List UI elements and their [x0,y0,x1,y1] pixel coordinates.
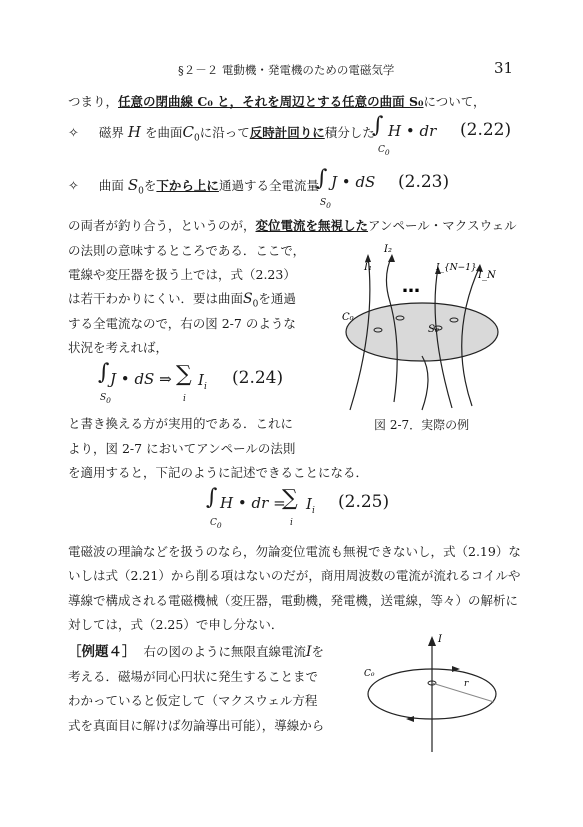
label-i2: I₂ [384,244,392,255]
example-line4: 式を真面目に解けば勿論導出可能），導線から [68,718,325,733]
figure-line-current [360,628,510,758]
integral-limit-s0: $S_0$ [320,198,331,210]
line-current-arrowhead [428,636,436,646]
bullet1-text-d: 積分した [324,125,375,140]
para2-line3: 導線で構成される電磁機械（変圧器，電動機，発電機，送電線，等々）の解析に [68,593,519,608]
arrowhead-1 [365,254,371,262]
sum-index: i [183,394,186,404]
para2-line1: 電磁波の理論などを扱うのなら，勿論変位電流も無視できないし，式（2.19）な [68,544,521,559]
equation-number-224: (2.24) [232,368,284,388]
symbol-h-vector: H [127,123,141,141]
label-in-1: I_{N−1} [436,263,477,273]
para1-line5: する全電流なので，右の図 2-7 のような [68,316,296,331]
label-c0-fig2: C₀ [364,669,375,679]
example-line1: ［例題４］ 右の図のように無限直線電流Iを [68,644,325,660]
sum-sign-2: ∑ [282,486,298,511]
example-title: ［例題４］ [68,644,136,660]
para1-line7: と書き換える方が実用的である．これに [68,416,294,431]
label-s0: S₀ [428,324,439,335]
symbol-s0: S [127,176,139,194]
integral-limit-s0-2: $S_0$ [100,393,111,405]
symbol-c0: C [182,123,194,141]
bullet-marker: ✧ [68,179,79,194]
symbol-s0-sub: 0 [138,186,144,197]
symbol-ii-2: $I_i$ [306,495,315,516]
label-in: I_N [478,270,496,281]
eq224-body: J • dS ⇒ [110,370,172,388]
integral-limit-c0-2: $C_0$ [210,518,222,530]
bullet1-text-a: 磁界 [98,125,124,140]
symbol-ii: $I_i$ [198,371,207,392]
figure-caption: 図 2-7．実際の例 [374,418,470,432]
bullet1-text-c: に沿って [199,125,250,140]
para1-line3: 電線や変圧器を扱う上では，式（2.23） [68,267,296,282]
bullet2-text-a: 曲面 [98,178,124,193]
label-dots: … [402,276,420,297]
integral-sign: ∫ [372,113,384,138]
bullet1-text-b: を曲面 [144,125,183,140]
integral-sign-3: ∫ [98,360,110,385]
para1-line8: より，図 2-7 においてアンペールの法則 [68,441,296,456]
example-line3: わかっていると仮定して（マクスウェル方程 [68,693,318,708]
bullet-marker: ✧ [68,126,79,141]
bullet2-underlined: 下から上に [156,178,219,193]
equation-number-222: (2.22) [460,120,512,140]
eq225-body: H • dr = [220,494,286,512]
integral-limit-c0: $C_0$ [378,145,390,157]
eq222-body: H • dr [388,122,437,140]
sum-sign: ∑ [176,362,192,387]
intro-line [68,94,486,110]
para1-line2: の法則の意味するところである．ここで， [68,243,306,258]
equation-number-225: (2.25) [338,492,390,512]
label-i: I [438,634,442,645]
integral-sign-4: ∫ [206,485,218,510]
eq223-body: J • dS [331,173,376,191]
arrowhead-2 [388,254,395,262]
label-i1: I₁ [364,262,372,273]
intro-tail: について， [423,94,486,109]
current-line-extra [422,356,428,410]
para2-line4: 対しては，式（2.25）で申し分ない． [68,617,284,632]
para1-line6: 状況を考えれば， [68,340,169,355]
running-title: §２－２ 電動機・発電機のための電磁気学 [178,63,395,77]
para1-line4: は若干わかりにくい．要は曲面$S_0$を通過 [68,291,296,310]
label-r: r [464,679,469,689]
equation-number-223: (2.23) [398,172,450,192]
figure-2-7 [330,236,510,416]
intro-underlined: 任意の閉曲線 C₀ と，それを周辺とする任意の曲面 S₀ [118,94,424,109]
example-line2: 考える．磁場が同心円状に発生することまで [68,669,319,684]
para2-line2: いしは式（2.21）から削る項はないのだが，商用周波数の電流が流れるコイルや [68,568,521,583]
bullet1-underlined: 反時計回りに [249,125,325,140]
sum-index-2: i [290,518,293,528]
bullet-item-2 [68,177,319,200]
bullet-item-1 [68,124,375,147]
bullet2-text-b: を [143,178,157,193]
para1-line9: を適用すると，下記のように記述できることになる． [68,465,369,480]
symbol-c0-sub: 0 [193,133,200,144]
para1-line1: の両者が釣り合う，というのが，変位電流を無視したアンペール・マクスウェル [68,218,517,233]
integral-sign-2: ∫ [316,166,328,191]
label-c0: C₀ [342,312,354,323]
bullet2-text-c: 通過する全電流量 [218,178,319,193]
page-header [0,59,583,78]
page-number: 31 [494,59,514,77]
intro-lead: つまり， [68,94,119,109]
radius-line [432,683,494,702]
